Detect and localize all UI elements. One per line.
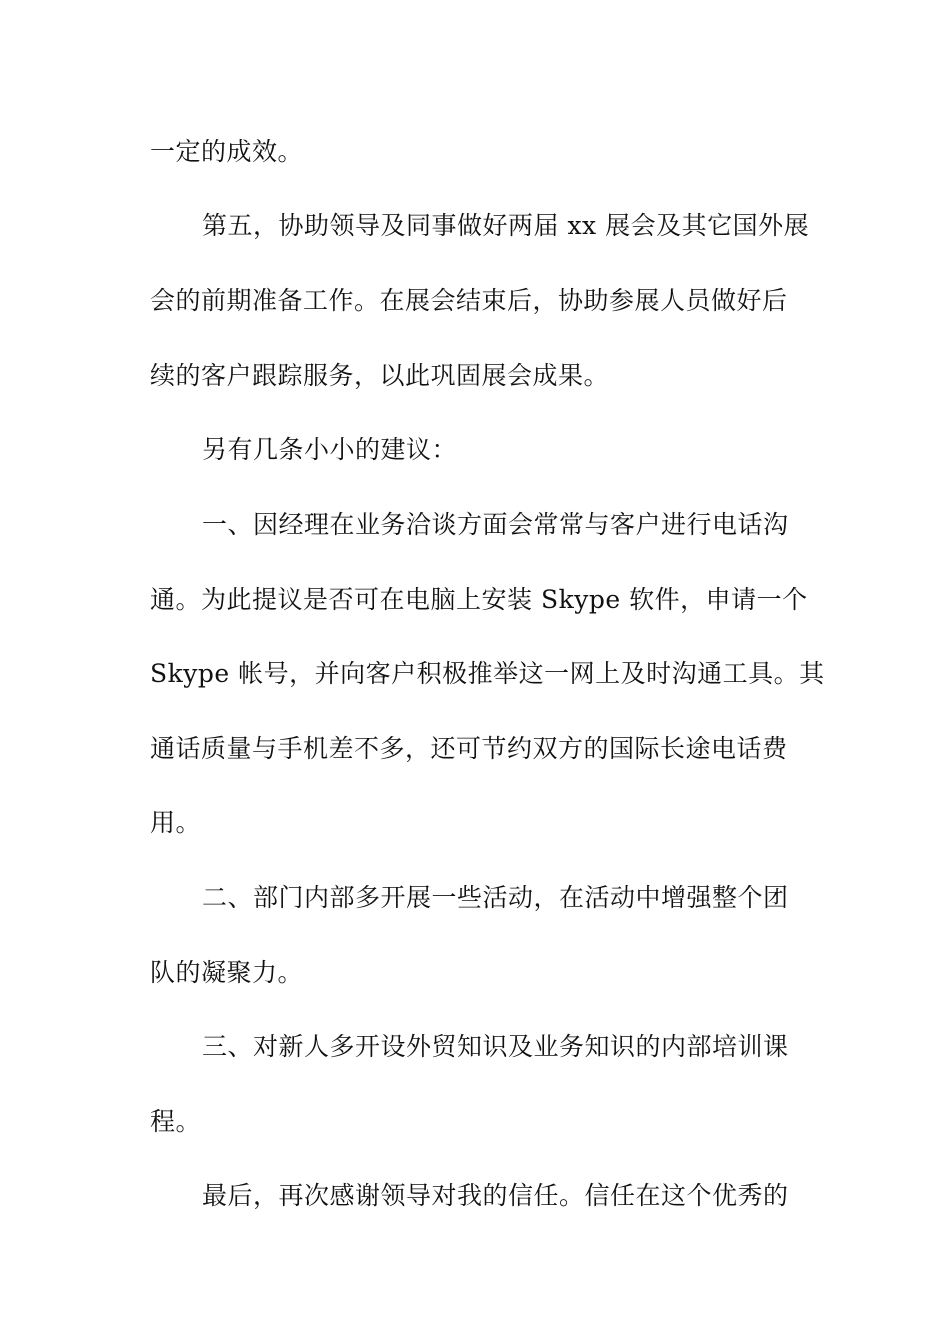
paragraph-first-line: 第五，协助领导及同事做好两届 xx 展会及其它国外展 [202,211,810,240]
text-line: Skype 帐号，并向客户积极推举这一网上及时沟通工具。其 [150,659,825,688]
text-line: 续的客户跟踪服务，以此巩固展会成果。 [150,361,610,390]
text-line: 会的前期准备工作。在展会结束后，协助参展人员做好后 [150,286,788,315]
paragraph-first-line: 一、因经理在业务洽谈方面会常常与客户进行电话沟 [202,510,789,539]
text-line: 一定的成效。 [150,137,304,166]
paragraph-first-line: 另有几条小小的建议： [202,435,458,464]
text-line: 队的凝聚力。 [150,958,304,987]
paragraph-first-line: 三、对新人多开设外贸知识及业务知识的内部培训课 [202,1032,789,1061]
text-line: 用。 [150,808,202,837]
text-line: 程。 [150,1107,202,1136]
paragraph-first-line: 最后，再次感谢领导对我的信任。信任在这个优秀的 [202,1181,789,1210]
text-line: 通。为此提议是否可在电脑上安装 Skype 软件，申请一个 [150,585,808,614]
text-line: 通话质量与手机差不多，还可节约双方的国际长途电话费 [150,734,788,763]
paragraph-first-line: 二、部门内部多开展一些活动，在活动中增强整个团 [202,883,789,912]
